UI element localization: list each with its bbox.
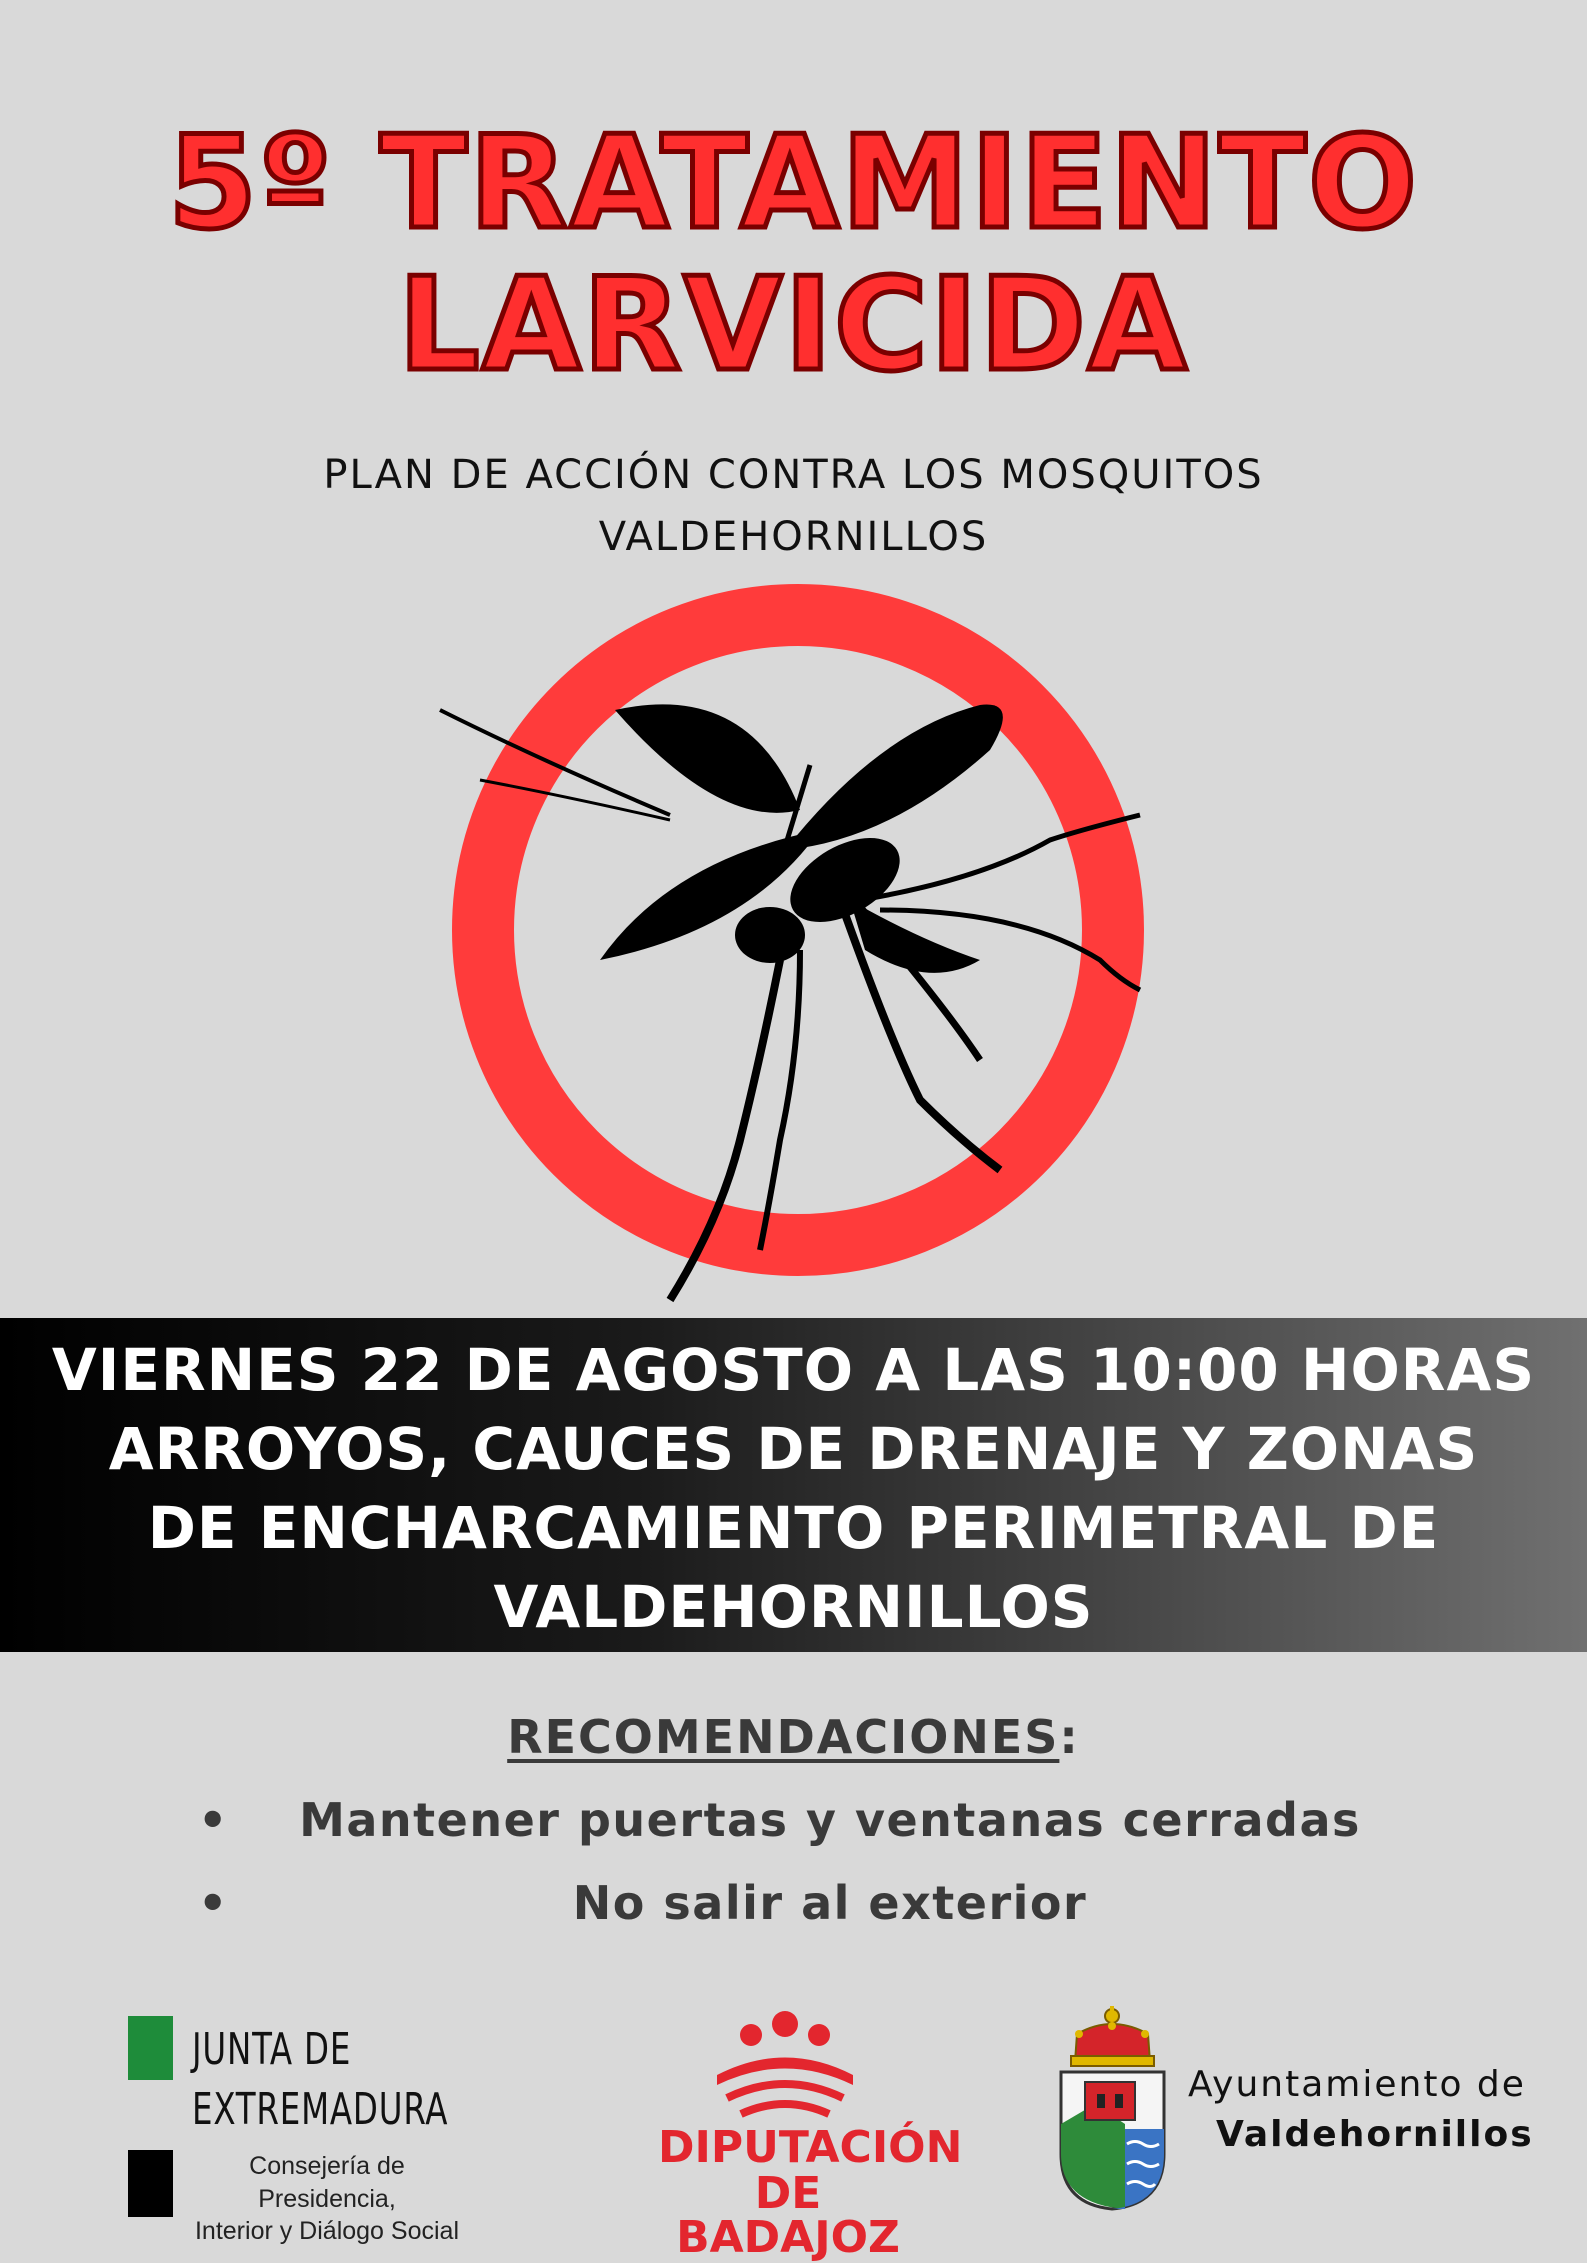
coat-of-arms-icon <box>1055 2004 1170 2214</box>
junta-department-line-1: Consejería de Presidencia, <box>249 2152 405 2213</box>
recommendation-item: Mantener puertas y ventanas cerradas <box>299 1793 1361 1847</box>
ayuntamiento-name-line-2: Valdehornillos <box>1216 2114 1534 2155</box>
junta-name-line-1: JUNTA DE <box>192 2024 352 2075</box>
diputacion-crown-icon <box>705 2010 865 2120</box>
junta-name-line-2: EXTREMADURA <box>192 2084 449 2135</box>
junta-department-line-2: Interior y Diálogo Social <box>194 2217 459 2245</box>
junta-green-square <box>128 2016 173 2080</box>
bullet-icon: • <box>198 1876 228 1930</box>
junta-black-square <box>128 2150 173 2217</box>
band-line-date: VIERNES 22 DE AGOSTO A LAS 10:00 HORAS <box>51 1336 1536 1404</box>
subtitle-line-2: VALDEHORNILLOS <box>598 514 989 560</box>
diputacion-name-line-1: DIPUTACIÓN <box>658 2122 963 2173</box>
band-line-place-2: DE ENCHARCAMIENTO PERIMETRAL DE <box>147 1494 1440 1562</box>
recommendation-item: No salir al exterior <box>572 1876 1088 1930</box>
diputacion-name-line-2: DE BADAJOZ <box>676 2168 900 2263</box>
bullet-icon: • <box>198 1793 228 1847</box>
ayuntamiento-name-line-1: Ayuntamiento de <box>1188 2064 1526 2105</box>
subtitle-line-1: PLAN DE ACCIÓN CONTRA LOS MOSQUITOS <box>323 452 1264 498</box>
junta-department <box>182 2150 472 2248</box>
band-line-place-1: ARROYOS, CAUCES DE DRENAJE Y ZONAS <box>108 1415 1479 1483</box>
no-mosquito-icon <box>420 580 1180 1310</box>
title-line-1: 5º TRATAMIENTO <box>168 109 1419 258</box>
recommendations-colon: : <box>1059 1710 1080 1764</box>
band-line-place-3: VALDEHORNILLOS <box>493 1573 1094 1641</box>
recommendations-heading <box>0 1710 1587 1764</box>
recommendations-heading-text: RECOMENDACIONES <box>507 1710 1060 1764</box>
title-line-2: LARVICIDA <box>398 251 1189 400</box>
